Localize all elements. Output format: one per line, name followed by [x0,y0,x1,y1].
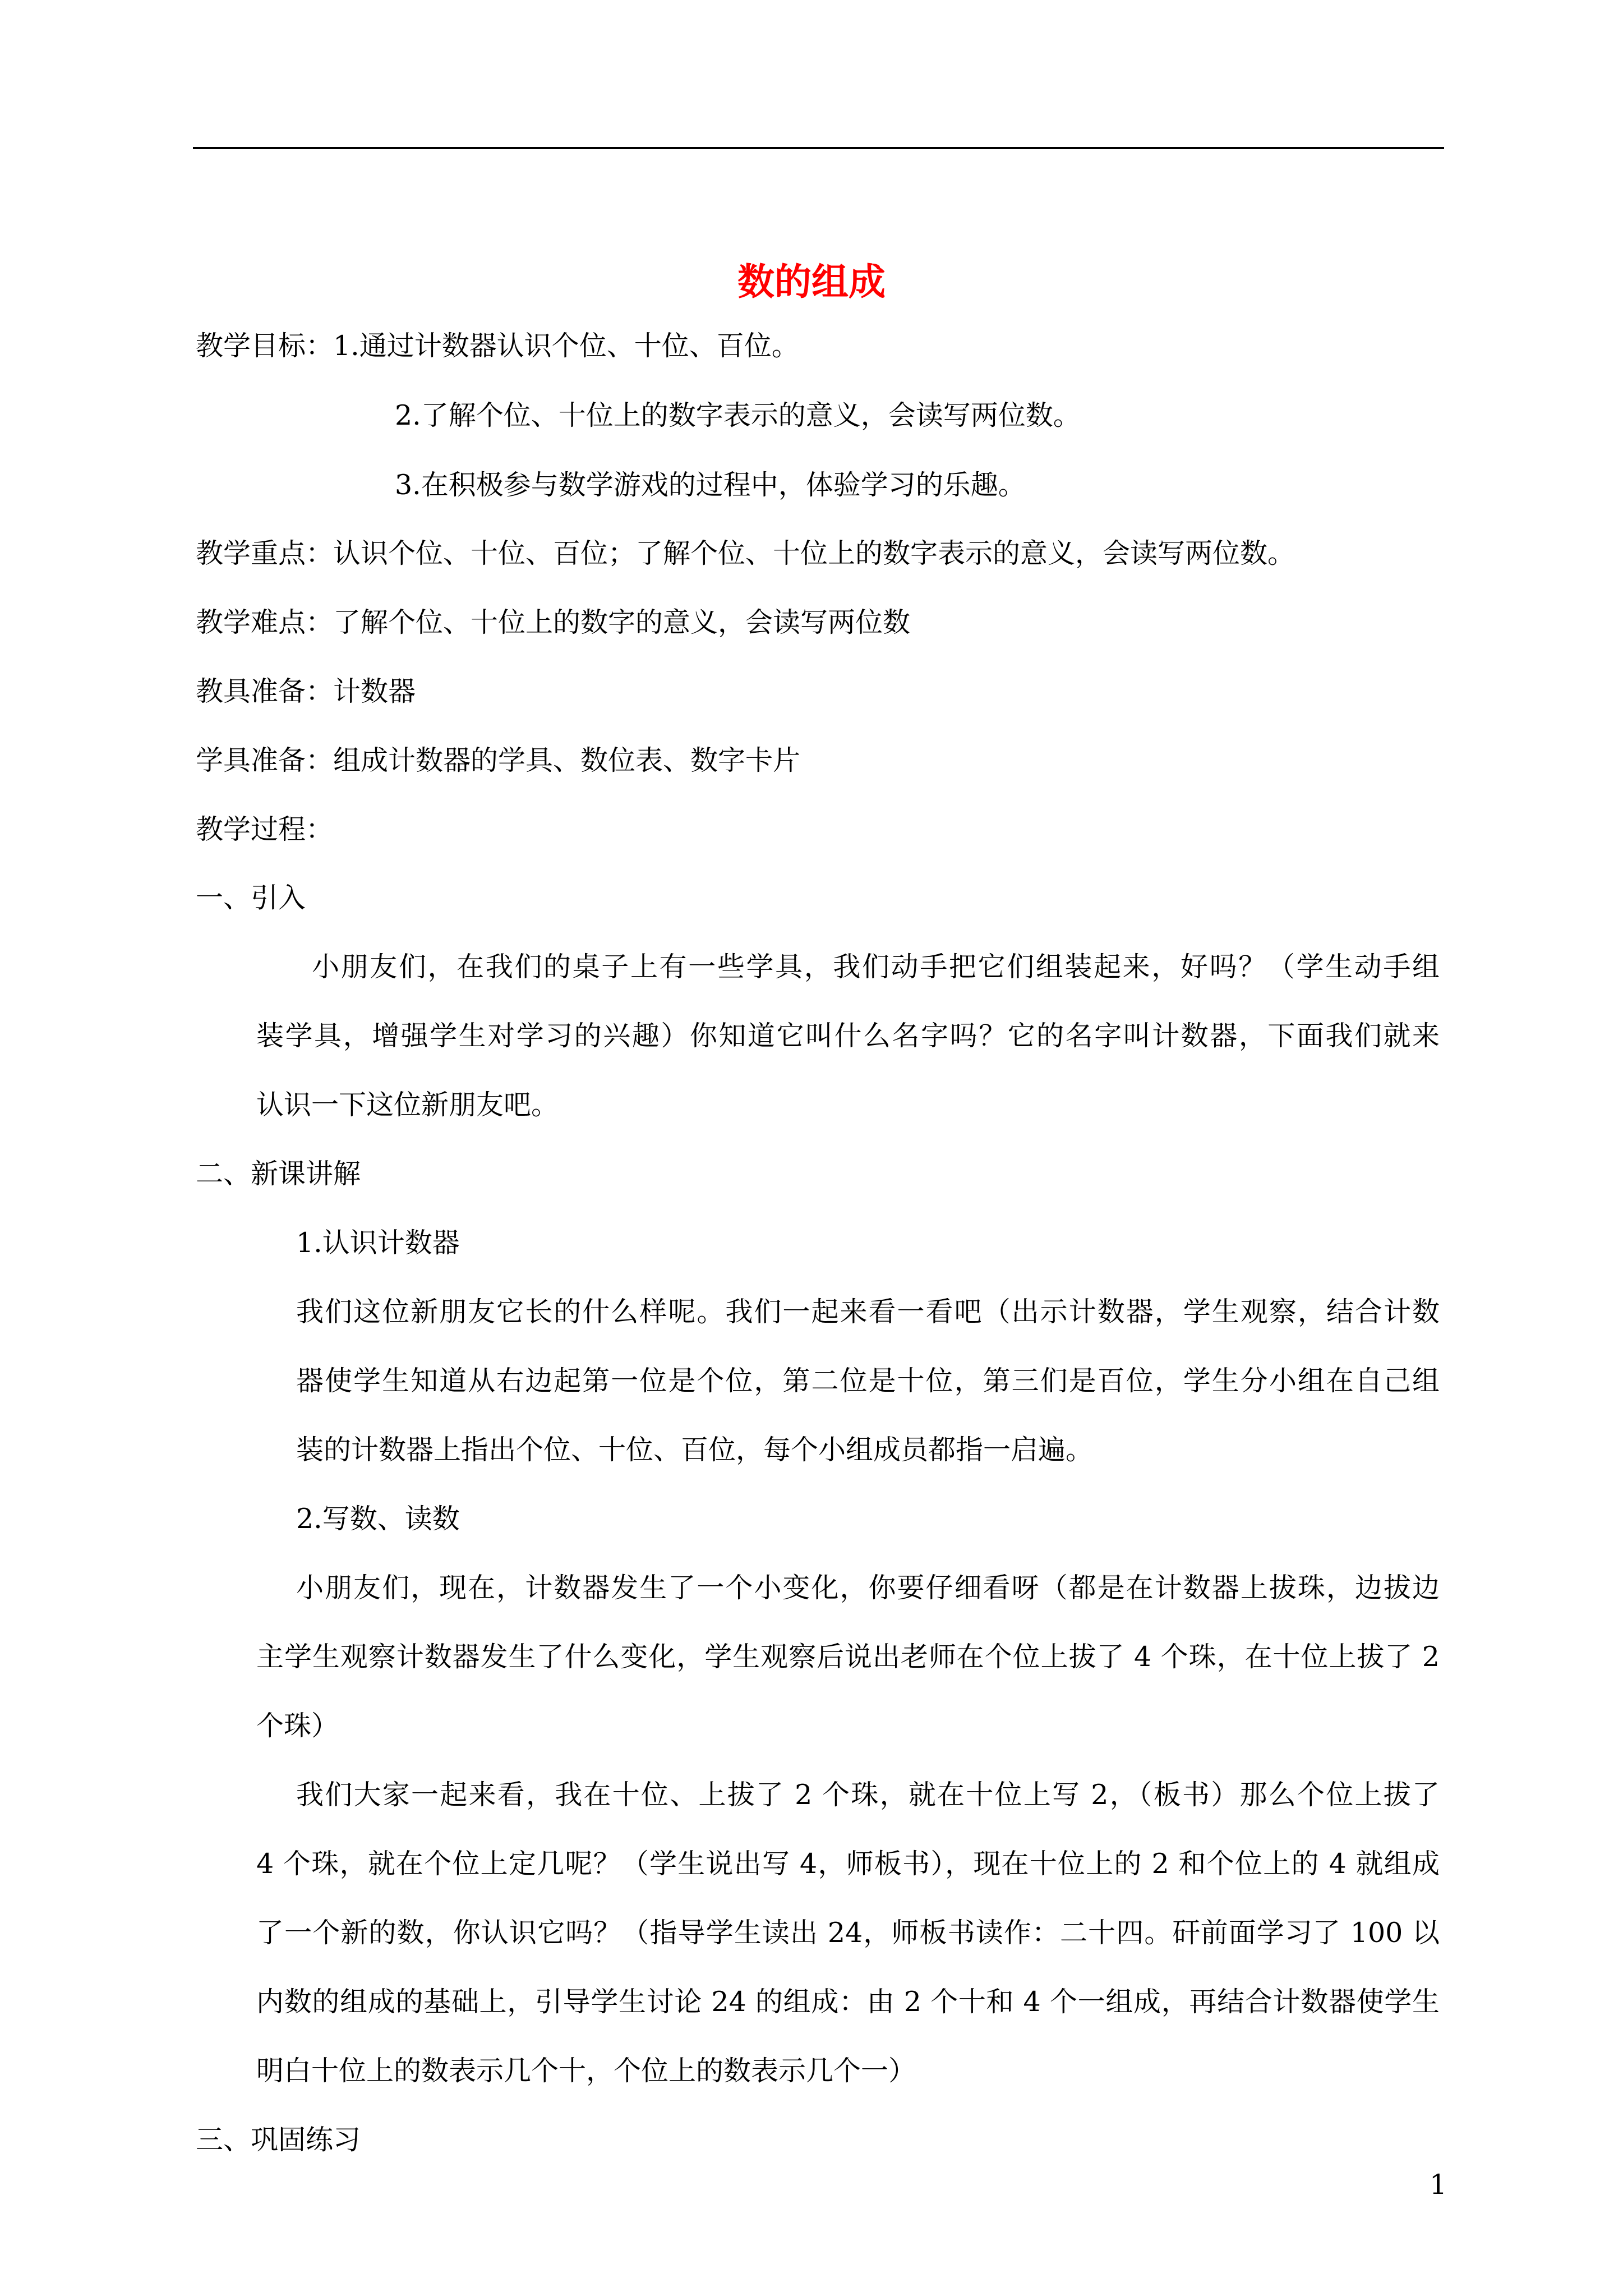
paragraph-line: 主学生观察计数器发生了什么变化，学生观察后说出老师在个位上拔了 4 个珠，在十位上拔了 2 [256,1641,1440,1673]
subsection-heading: 2.写数、读数 [296,1503,460,1535]
document-title: 数的组成 [737,260,886,303]
section-heading: 一、引入 [196,882,306,914]
paragraph-line: 内数的组成的基础上，引导学生讨论 24 的组成：由 2 个十和 4 个一组成，再结合计数器使学生 [256,1986,1440,2018]
paragraph-line: 小朋友们，在我们的桌子上有一些学具，我们动手把它们组装起来，好吗？（学生动手组 [312,951,1440,983]
paragraph-line: 个珠） [256,1710,339,1742]
paragraph-line: 装学具，增强学生对学习的兴趣）你知道它叫什么名字吗？它的名字叫计数器，下面我们就来 [256,1020,1440,1052]
page-number: 1 [1429,2169,1447,2201]
objective-item: 1.通过计数器认识个位、十位、百位。 [333,330,799,362]
teacher-materials: 教具准备：计数器 [196,675,416,707]
paragraph-line: 了一个新的数，你认识它吗？（指导学生读出 24，师板书读作：二十四。矸前面学习了 100 以 [256,1917,1440,1949]
paragraph-line: 认识一下这位新朋友吧。 [256,1089,559,1121]
paragraph-line: 装的计数器上指出个位、十位、百位，每个小组成员都指一启遍。 [296,1434,1094,1466]
subsection-heading: 1.认识计数器 [296,1227,460,1259]
objective-item: 2.了解个位、十位上的数字表示的意义，会读写两位数。 [395,399,1081,431]
paragraph-line: 小朋友们，现在，计数器发生了一个小变化，你要仔细看呀（都是在计数器上拔珠，边拔边 [296,1572,1440,1604]
paragraph-line: 我们大家一起来看，我在十位、上拔了 2 个珠，就在十位上写 2，（板书）那么个位上拔了 [296,1779,1440,1811]
process-label: 教学过程： [196,813,334,845]
objective-item: 3.在积极参与数学游戏的过程中，体验学习的乐趣。 [395,469,1026,501]
difficulties: 教学难点：了解个位、十位上的数字的意义，会读写两位数 [196,606,911,638]
paragraph-line: 4 个珠，就在个位上定几呢？（学生说出写 4，师板书），现在十位上的 2 和个位上的 4 就组成 [256,1848,1440,1880]
section-heading: 二、新课讲解 [196,1158,361,1190]
paragraph-line: 我们这位新朋友它长的什么样呢。我们一起来看一看吧（出示计数器，学生观察，结合计数 [296,1296,1440,1328]
objectives-label: 教学目标： [196,330,334,362]
paragraph-line: 器使学生知道从右边起第一位是个位，第二位是十位，第三们是百位，学生分小组在自己组 [296,1365,1440,1397]
key-points: 教学重点：认识个位、十位、百位；了解个位、十位上的数字表示的意义，会读写两位数。 [196,537,1295,569]
paragraph-line: 明白十位上的数表示几个十，个位上的数表示几个一） [256,2055,916,2087]
student-materials: 学具准备：组成计数器的学具、数位表、数字卡片 [196,744,801,776]
header-rule [193,147,1444,149]
section-heading: 三、巩固练习 [196,2124,361,2156]
